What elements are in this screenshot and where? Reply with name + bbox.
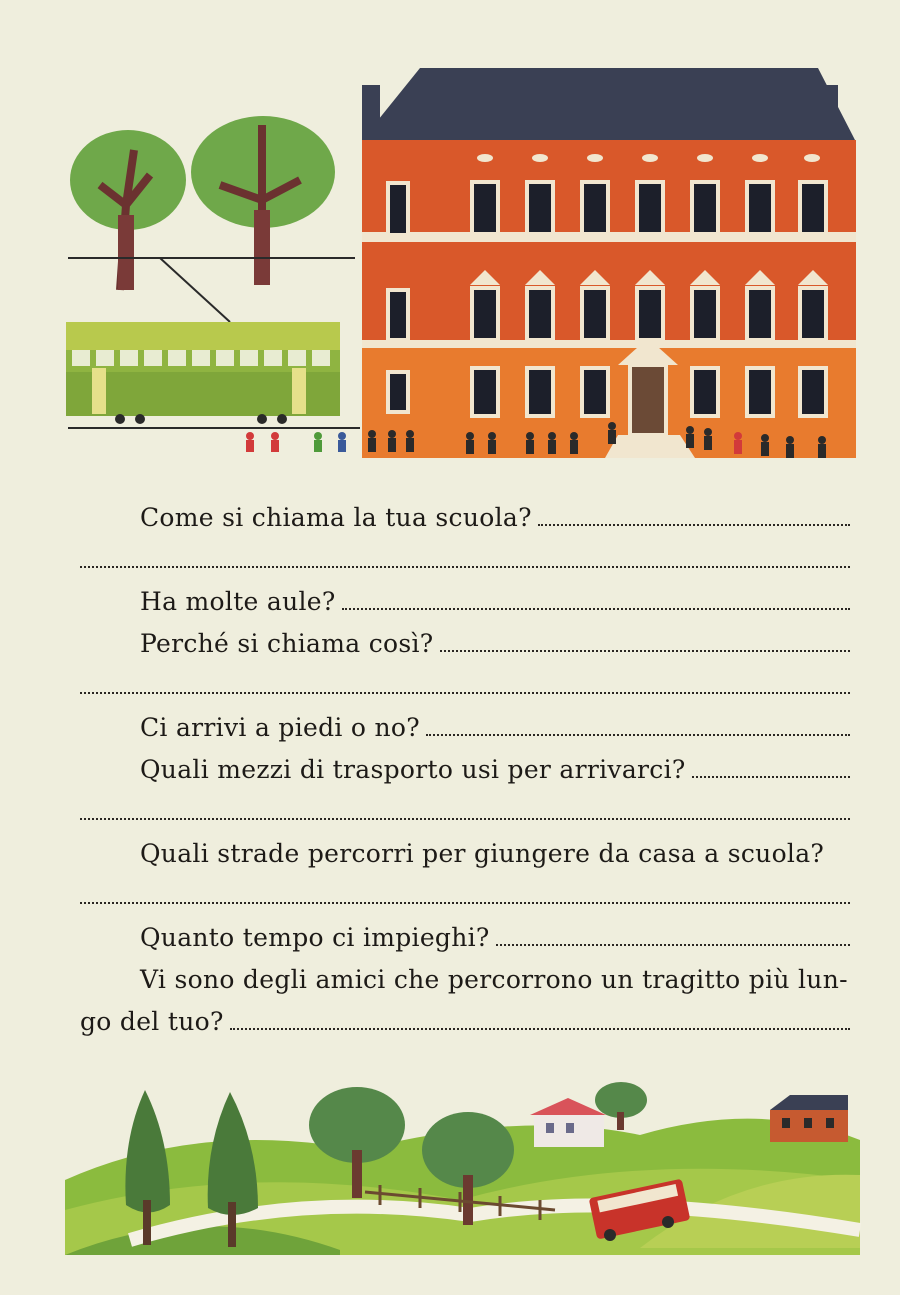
top-illustration (0, 0, 900, 470)
answer-line[interactable] (230, 1024, 850, 1030)
question-on-foot (80, 702, 850, 742)
answer-row (80, 870, 850, 910)
question-text: go del tuo? (80, 1007, 224, 1036)
question-text: Quali mezzi di trasporto usi per arrivarci? (140, 755, 686, 784)
question-text: Ha molte aule? (140, 587, 336, 616)
question-friends-continued (80, 996, 850, 1036)
question-streets (80, 828, 850, 868)
question-time (80, 912, 850, 952)
answer-row (80, 660, 850, 700)
answer-line[interactable] (80, 562, 850, 568)
answer-line[interactable] (80, 814, 850, 820)
trees-illustration (70, 116, 335, 290)
answer-line[interactable] (496, 940, 850, 946)
answer-line[interactable] (342, 604, 850, 610)
question-school-name (80, 492, 850, 532)
question-friends (80, 954, 850, 994)
answer-line[interactable] (80, 898, 850, 904)
question-text: Quanto tempo ci impieghi? (140, 923, 490, 952)
answer-line[interactable] (440, 646, 850, 652)
answer-row (80, 534, 850, 574)
answer-line[interactable] (80, 688, 850, 694)
answer-row (80, 786, 850, 826)
question-why-name (80, 618, 850, 658)
answer-line[interactable] (538, 520, 850, 526)
question-text: Come si chiama la tua scuola? (140, 503, 532, 532)
tram-illustration (66, 322, 360, 428)
answer-line[interactable] (692, 772, 850, 778)
school-building-illustration (362, 68, 856, 458)
question-classrooms (80, 576, 850, 616)
question-transport (80, 744, 850, 784)
question-text: Quali strade percorri per giungere da casa a scuola? (140, 839, 825, 868)
question-text: Ci arrivi a piedi o no? (140, 713, 420, 742)
landscape-illustration (0, 1080, 900, 1295)
question-text: Perché si chiama così? (140, 629, 434, 658)
answer-line[interactable] (426, 730, 850, 736)
question-text: Vi sono degli amici che percorrono un tragitto più lun- (140, 965, 848, 994)
